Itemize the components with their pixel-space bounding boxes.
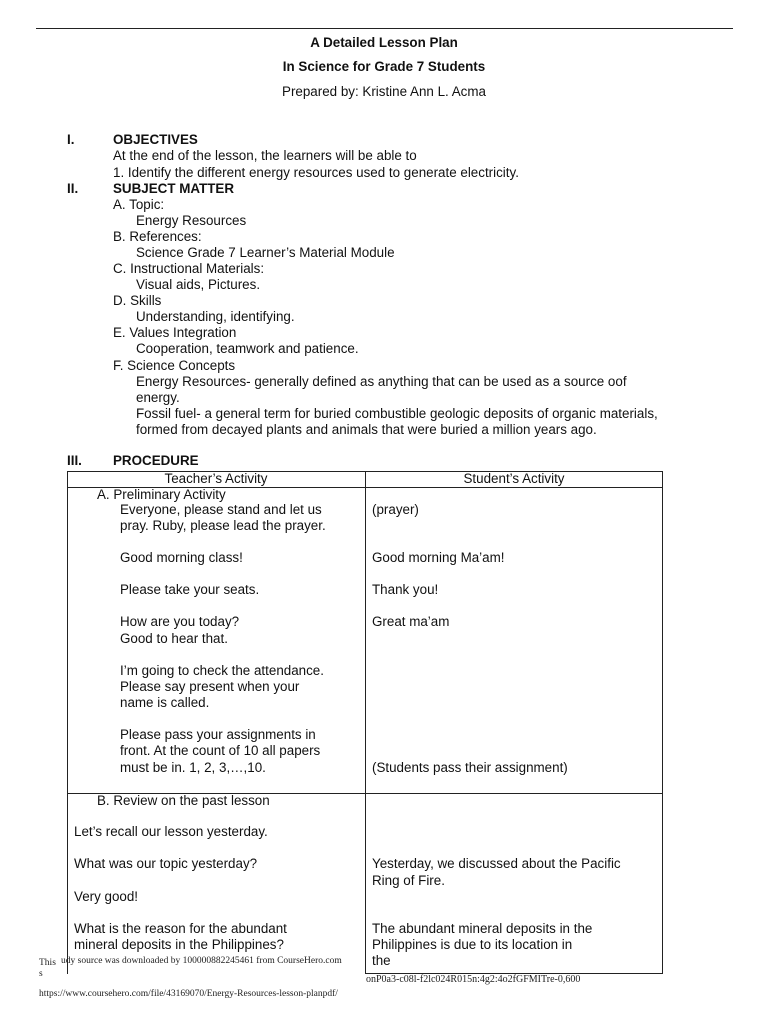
subject-detail: formed from decayed plants and animals that were buried a million years ago. [136, 422, 597, 437]
teacher-line: Very good! [74, 889, 139, 904]
teacher-line: What is the reason for the abundant [74, 921, 287, 936]
subject-detail: Cooperation, teamwork and patience. [136, 341, 359, 356]
prepared-by: Prepared by: Kristine Ann L. Acma [282, 84, 486, 99]
footer-download-note: udy source was downloaded by 100000882245461 from CourseHero.com [61, 956, 342, 966]
student-line: Ring of Fire. [372, 873, 445, 888]
teacher-line: pray. Ruby, please lead the prayer. [120, 518, 326, 533]
teacher-line: What was our topic yesterday? [74, 856, 258, 871]
student-line: Yesterday, we discussed about the Pacific [372, 856, 621, 871]
column-header-teacher: Teacher’s Activity [164, 471, 268, 486]
teacher-line: Please pass your assignments in [120, 727, 316, 742]
procedure-number: III. [67, 453, 82, 468]
section-label: A. Preliminary Activity [97, 487, 226, 502]
student-line: Philippines is due to its location in [372, 937, 573, 952]
subject-item: F. Science Concepts [113, 358, 236, 373]
teacher-line: I’m going to check the attendance. [120, 663, 324, 678]
objectives-heading: OBJECTIVES [113, 132, 198, 147]
top-rule [36, 28, 733, 29]
student-line: (Students pass their assignment) [372, 760, 568, 775]
teacher-line: Everyone, please stand and let us [120, 502, 322, 517]
section-label: B. Review on the past lesson [97, 793, 270, 808]
footer-garbled-text: onP0a3-c08l-f2lc024R015n:4g2:4o2fGFMITre-0,600 [366, 974, 581, 985]
subject-matter-number: II. [67, 181, 79, 196]
teacher-line: Good morning class! [120, 550, 243, 565]
subject-detail: Visual aids, Pictures. [136, 277, 261, 292]
teacher-line: Let’s recall our lesson yesterday. [74, 824, 268, 839]
subject-item: C. Instructional Materials: [113, 261, 265, 276]
teacher-line: name is called. [120, 695, 210, 710]
objectives-intro: At the end of the lesson, the learners will be able to [113, 148, 417, 163]
teacher-line: How are you today? [120, 614, 240, 629]
teacher-line: Good to hear that. [120, 631, 228, 646]
objectives-number: I. [67, 132, 75, 147]
teacher-line: Please take your seats. [120, 582, 260, 597]
student-line: The abundant mineral deposits in the [372, 921, 593, 936]
student-line: Good morning Ma’am! [372, 550, 505, 565]
subject-item: E. Values Integration [113, 325, 237, 340]
student-line: Thank you! [372, 582, 439, 597]
document-subtitle: In Science for Grade 7 Students [282, 59, 486, 74]
table-border-right [662, 471, 663, 974]
column-header-student: Student’s Activity [463, 471, 565, 486]
student-line: the [372, 953, 391, 968]
subject-item: B. References: [113, 229, 202, 244]
subject-item: A. Topic: [113, 197, 165, 212]
teacher-line: must be in. 1, 2, 3,…,10. [120, 760, 266, 775]
objectives-item: 1. Identify the different energy resources used to generate electricity. [113, 165, 519, 180]
subject-detail: Fossil fuel- a general term for buried combustible geologic deposits of organic materials, [136, 406, 658, 421]
subject-item: D. Skills [113, 293, 162, 308]
footer-this: This [39, 958, 56, 968]
footer-s: s [39, 969, 43, 979]
procedure-heading: PROCEDURE [113, 453, 199, 468]
teacher-line: Please say present when your [120, 679, 300, 694]
subject-matter-heading: SUBJECT MATTER [113, 181, 235, 196]
subject-detail: Energy Resources- generally defined as anything that can be used as a source oof [136, 374, 627, 389]
table-border-left [67, 471, 68, 974]
subject-detail: Science Grade 7 Learner’s Material Module [136, 245, 395, 260]
footer-url-link[interactable]: https://www.coursehero.com/file/43169070/Energy-Resources-lesson-planpdf/ [39, 989, 338, 999]
subject-detail: Energy Resources [136, 213, 247, 228]
document-title: A Detailed Lesson Plan [310, 35, 458, 50]
table-column-divider [365, 471, 366, 974]
student-line: (prayer) [372, 502, 419, 517]
student-line: Great ma’am [372, 614, 450, 629]
teacher-line: front. At the count of 10 all papers [120, 743, 321, 758]
subject-detail: energy. [136, 390, 180, 405]
subject-detail: Understanding, identifying. [136, 309, 295, 324]
teacher-line: mineral deposits in the Philippines? [74, 937, 284, 952]
